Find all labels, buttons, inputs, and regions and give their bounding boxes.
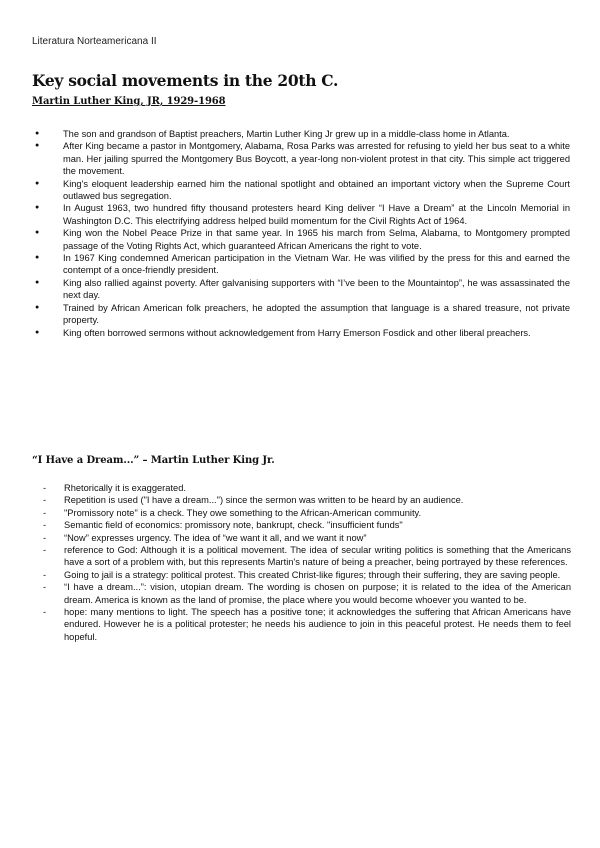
dash-item: - Going to jail is a strategy: political protest. This created Christ-like figures; through their suffering, they are saving people. — [42, 569, 571, 581]
dash-item: - Repetition is used ("I have a dream...") since the sermon was written to be heard by an audience. — [42, 494, 571, 506]
dash-item: - “I have a dream...”: vision, utopian dream. The wording is chosen on purpose; it is related to the idea of the American dream. America is known as the land of promise, the place where you would become whoever you wanted to be. — [42, 581, 571, 606]
page-title: Key social movements in the 20th C. — [32, 71, 339, 90]
bullet-item: ● King often borrowed sermons without acknowledgement from Harry Emerson Fosdick and other liberal preachers. — [34, 327, 570, 339]
dash-list — [42, 482, 571, 643]
bullet-item: ● After King became a pastor in Montgomery, Alabama, Rosa Parks was arrested for refusing to yield her bus seat to a white man. Her jailing spurred the Montgomery Bus Boycott, a year-long non-violent protest in that city. This simple act triggered the movement. — [34, 140, 570, 177]
dash-item: - reference to God: Although it is a political movement. The idea of secular writing politics is something that the Americans have a sort of a problem with, but this represents Martin's nature of being a preacher, being portrayed by these references. — [42, 544, 571, 569]
page-header: Literatura Norteamericana II — [32, 36, 157, 47]
bullet-item: ● King's eloquent leadership earned him the national spotlight and obtained an important victory when the Supreme Court outlawed bus segregation. — [34, 178, 570, 203]
dash-item: - “Now” expresses urgency. The idea of “we want it all, and we want it now” — [42, 532, 571, 544]
section-heading-dream: “I Have a Dream...” – Martin Luther King Jr. — [32, 455, 275, 466]
bullet-item: ● In August 1963, two hundred fifty thousand protesters heard King deliver “I Have a Dream” at the Lincoln Memorial in Washington D.C. This electrifying address helped build momentum for the Civil Rights Act of 1964. — [34, 202, 570, 227]
bullet-item: ● King won the Nobel Peace Prize in that same year. In 1965 his march from Selma, Alabama, to Montgomery prompted passage of the Voting Rights Act, which guaranteed African Americans the right to vote. — [34, 227, 570, 252]
dash-item: - hope: many mentions to light. The speech has a positive tone; it acknowledges the suffering that African Americans have endured. However he is a political protester; he needs his audience to join in this peaceful protest. He needs them to feel hopeful. — [42, 606, 571, 643]
dash-item: - "Promissory note" is a check. They owe something to the African-American community. — [42, 507, 571, 519]
bullet-list — [34, 128, 570, 339]
bullet-item: ● In 1967 King condemned American participation in the Vietnam War. He was vilified by the press for this and earned the contempt of a once-friendly president. — [34, 252, 570, 277]
section-subtitle: Martin Luther King, JR, 1929-1968 — [32, 96, 226, 107]
dash-item: - Semantic field of economics: promissory note, bankrupt, check. "insufficient funds" — [42, 519, 571, 531]
dash-item: - Rhetorically it is exaggerated. — [42, 482, 571, 494]
bullet-item: ● Trained by African American folk preachers, he adopted the assumption that language is a shared treasure, not private property. — [34, 302, 570, 327]
bullet-item: ● The son and grandson of Baptist preachers, Martin Luther King Jr grew up in a middle-class home in Atlanta. — [34, 128, 570, 140]
bullet-item: ● King also rallied against poverty. After galvanising supporters with “I’ve been to the Mountaintop”, he was assassinated the next day. — [34, 277, 570, 302]
